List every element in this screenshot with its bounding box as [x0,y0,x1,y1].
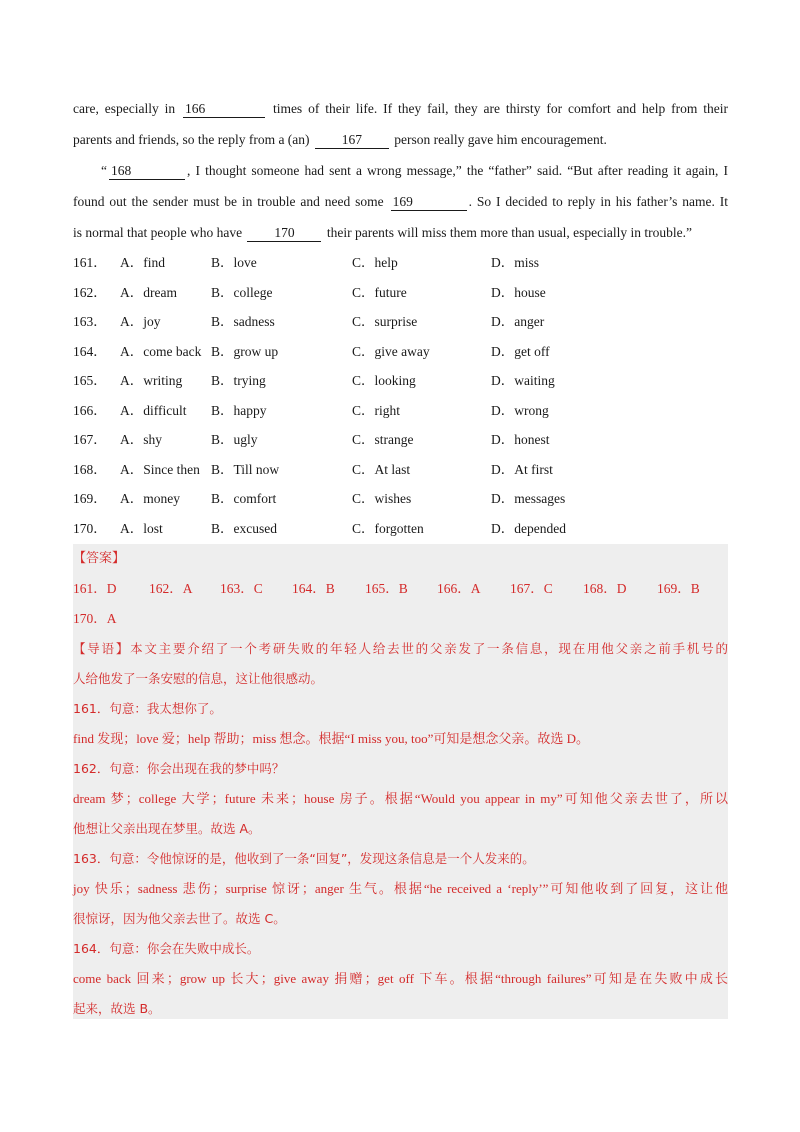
question-row [73,425,728,455]
explanation-163: joy 快乐；sadness 悲伤；surprise 惊讶；anger 生气。根据“he received a ‘reply’”可知他收到了回复，这让他 [73,881,728,896]
answer-key: 162．A [149,581,193,596]
option-b: B．sadness [211,314,275,329]
explanation-162: dream 梦；college 大学；future 未来；house 房子。根据“Would you appear in my”可知他父亲去世了，所以 [73,791,728,806]
option-d: D．honest [491,432,550,447]
question-row [73,248,728,278]
answer-section [73,544,728,1019]
option-b: B．college [211,284,273,300]
option-c: C．strange [352,432,414,447]
option-d: D．depended [491,520,566,536]
guide-line: 人给他发了一条安慰的信息，这让他很感动。 [73,671,324,686]
question-row [73,278,728,308]
passage-text: found out the sender must be in trouble and need some [73,194,384,209]
option-a: A．joy [120,314,161,329]
blank-168: 168 [109,163,185,180]
passage-text: “ [101,163,107,178]
option-d: D．miss [491,255,540,270]
passage-line [73,155,728,186]
answer-key: 166．A [437,581,481,596]
option-c: C．wishes [352,491,412,506]
passage-text: care, especially in [73,101,176,116]
passage-line [73,186,728,217]
passage-text: person really gave him encouragement. [394,132,607,147]
question-options [73,248,728,543]
option-a: A．money [120,491,180,506]
option-b: B．happy [211,402,267,418]
option-b: B．grow up [211,343,279,359]
guide-line [73,634,728,664]
passage-line [73,217,728,248]
question-number: 168． [73,461,107,477]
option-d: D．waiting [491,373,555,388]
question-number: 162． [73,284,107,300]
passage-text: . So I decided to reply in his father’s name. It [468,194,729,209]
option-a: A．find [120,255,165,270]
option-d: D．At first [491,461,553,477]
option-b: B．excused [211,520,277,536]
option-d: D．anger [491,314,545,329]
option-c: C．future [352,284,407,300]
question-row [73,484,728,514]
option-d: D．messages [491,491,566,506]
question-number: 166． [73,402,107,418]
question-row [73,307,728,337]
option-a: A．Since then [120,461,200,477]
option-b: B．Till now [211,461,280,477]
option-c: C．looking [352,373,416,388]
answer-key: 169．B [657,581,700,596]
explanation-164-cont: 起来，故选 B。 [73,1001,161,1016]
question-number: 164． [73,343,107,359]
blank-167: 167 [315,132,389,149]
option-c: C．surprise [352,314,418,329]
option-a: A．lost [120,520,163,536]
passage-text: parents and friends, so the reply from a (an) [73,132,310,147]
option-c: C．right [352,402,401,418]
question-number: 163． [73,314,107,329]
option-c: C．help [352,255,398,270]
question-row [73,514,728,544]
answer-key: 165．B [365,581,408,596]
option-d: D．house [491,284,546,300]
option-c: C．forgotten [352,520,424,536]
passage-line [73,124,728,155]
option-c: C．give away [352,343,430,359]
passage-text: their parents will miss them more than usual, especially in trouble.” [326,225,693,240]
passage-text: times of their life. If they fail, they are thirsty for comfort and help from their [272,101,729,116]
option-a: A．difficult [120,402,187,418]
answer-keys [73,574,728,604]
answer-heading: 【答案】 [73,551,126,566]
explanation-164-meaning: 164．句意：你会在失败中成长。 [73,941,260,956]
option-b: B．trying [211,373,266,388]
explanation-164: come back 回来；grow up 长大；give away 捐赠；get off 下车。根据“through failures”可知是在失败中成长 [73,971,728,986]
option-a: A．writing [120,373,183,388]
answer-key: 164．B [292,581,335,596]
passage-text: , I thought someone had sent a wrong message,” the “father” said. “But after reading it again, I [187,163,728,178]
blank-166: 166 [183,101,265,118]
passage-line [73,93,728,124]
question-number: 169． [73,491,107,506]
explanation-162-meaning: 162．句意：你会出现在我的梦中吗？ [73,761,285,776]
explanation-161: find 发现；love 爱；help 帮助；miss 想念。根据“I miss you, too”可知是想念父亲。故选 D。 [73,731,590,746]
question-number: 167． [73,432,107,447]
option-b: B．ugly [211,432,258,447]
explanation-163-meaning: 163．句意：令他惊讶的是，他收到了一条“回复”，发现这条信息是一个人发来的。 [73,851,535,866]
passage-text: is normal that people who have [73,225,243,240]
explanation-161-meaning: 161．句意：我太想你了。 [73,701,222,716]
explanation-162-cont: 他想让父亲出现在梦里。故选 A。 [73,821,261,836]
explanation-163-cont: 很惊讶，因为他父亲去世了。故选 C。 [73,911,286,926]
option-a: A．dream [120,284,177,300]
option-b: B．comfort [211,491,277,506]
answer-key: 161．D [73,581,117,596]
question-number: 170． [73,520,107,536]
question-row [73,337,728,367]
blank-169: 169 [391,194,467,211]
option-a: A．shy [120,432,163,447]
blank-170: 170 [247,225,321,242]
guide-label: 【导语】 [73,641,131,656]
option-b: B．love [211,255,257,270]
question-row [73,396,728,426]
option-d: D．get off [491,343,550,359]
passage [73,93,728,248]
question-row [73,455,728,485]
guide-text: 本文主要介绍了一个考研失败的年轻人给去世的父亲发了一条信息，现在用他父亲之前手机号的 [130,641,728,656]
question-row [73,366,728,396]
option-d: D．wrong [491,402,549,418]
answer-key: 163．C [220,581,263,596]
option-a: A．come back [120,343,202,359]
answer-key: 168．D [583,581,627,596]
question-number: 165． [73,373,107,388]
answer-key-last: 170．A [73,611,117,626]
answer-key: 167．C [510,581,553,596]
option-c: C．At last [352,461,411,477]
question-number: 161． [73,255,107,270]
